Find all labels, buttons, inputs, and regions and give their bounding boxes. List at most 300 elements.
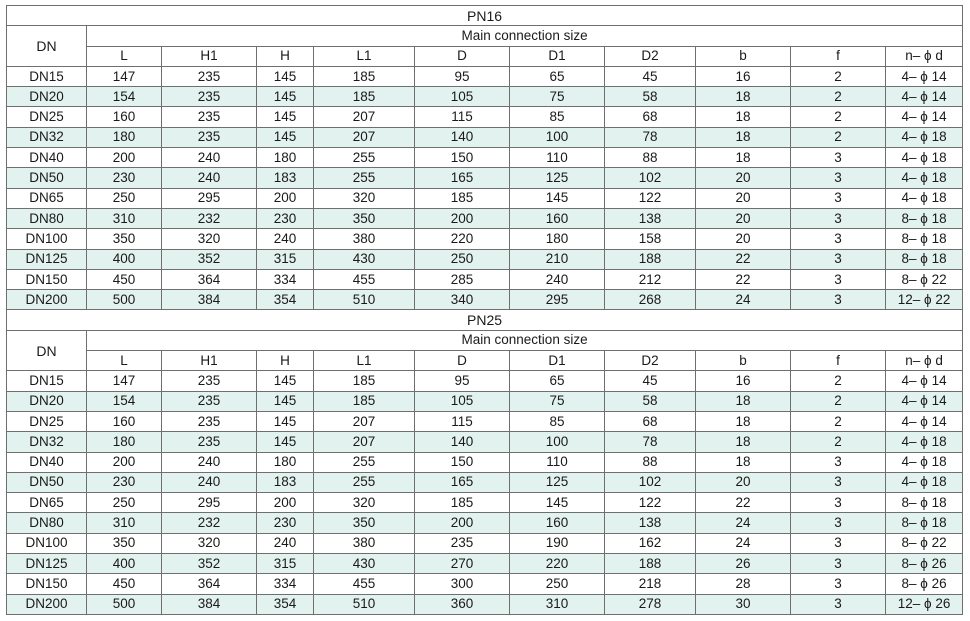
table-cell: 88 [605, 452, 696, 472]
table-cell: 430 [314, 554, 415, 574]
dn-size-cell: DN40 [7, 452, 87, 472]
table-cell: 200 [257, 188, 314, 208]
table-cell: 105 [415, 391, 510, 411]
table-cell: 340 [415, 290, 510, 310]
table-row [7, 452, 963, 472]
table-cell: 78 [605, 432, 696, 452]
table-cell: 110 [510, 452, 605, 472]
table-cell: 352 [162, 249, 257, 269]
table-row [7, 127, 963, 147]
dn-size-cell: DN125 [7, 249, 87, 269]
table-cell: 22 [696, 493, 791, 513]
table-cell: 185 [415, 188, 510, 208]
table-cell: 250 [87, 188, 162, 208]
table-cell: 230 [257, 208, 314, 228]
table-cell: 2 [791, 87, 886, 107]
table-cell: 160 [87, 107, 162, 127]
table-row [7, 371, 963, 391]
table-cell: 250 [510, 574, 605, 594]
table-cell: 102 [605, 168, 696, 188]
section-title-row [7, 310, 963, 330]
table-cell: 4– ϕ 18 [886, 432, 963, 452]
table-cell: 380 [314, 229, 415, 249]
table-cell: 145 [257, 66, 314, 86]
table-cell: 2 [791, 432, 886, 452]
table-cell: 2 [791, 411, 886, 431]
table-cell: 162 [605, 533, 696, 553]
table-cell: 240 [510, 269, 605, 289]
dn-size-cell: DN32 [7, 432, 87, 452]
table-cell: 4– ϕ 14 [886, 391, 963, 411]
table-row [7, 87, 963, 107]
table-cell: 250 [87, 493, 162, 513]
column-header: L [87, 46, 162, 66]
table-cell: 270 [415, 554, 510, 574]
table-cell: 354 [257, 594, 314, 614]
table-row [7, 432, 963, 452]
table-cell: 190 [510, 533, 605, 553]
table-cell: 200 [257, 493, 314, 513]
table-cell: 240 [162, 472, 257, 492]
table-cell: 285 [415, 269, 510, 289]
table-cell: 12– ϕ 22 [886, 290, 963, 310]
dn-size-cell: DN200 [7, 594, 87, 614]
table-cell: 180 [257, 452, 314, 472]
table-cell: 140 [415, 432, 510, 452]
table-cell: 510 [314, 290, 415, 310]
table-cell: 455 [314, 269, 415, 289]
table-cell: 300 [415, 574, 510, 594]
main-connection-size-header: Main connection size [87, 330, 963, 350]
table-cell: 65 [510, 66, 605, 86]
table-row [7, 168, 963, 188]
subheader-row [7, 26, 963, 46]
table-row [7, 269, 963, 289]
dn-size-cell: DN25 [7, 411, 87, 431]
table-row [7, 513, 963, 533]
column-header: D [415, 351, 510, 371]
table-cell: 150 [415, 452, 510, 472]
table-cell: 115 [415, 411, 510, 431]
table-cell: 240 [162, 148, 257, 168]
table-row [7, 148, 963, 168]
table-cell: 18 [696, 148, 791, 168]
table-cell: 350 [314, 513, 415, 533]
table-cell: 218 [605, 574, 696, 594]
table-cell: 360 [415, 594, 510, 614]
table-cell: 380 [314, 533, 415, 553]
table-cell: 160 [510, 208, 605, 228]
table-cell: 138 [605, 208, 696, 228]
table-cell: 200 [87, 452, 162, 472]
table-cell: 88 [605, 148, 696, 168]
table-cell: 400 [87, 249, 162, 269]
table-cell: 3 [791, 168, 886, 188]
column-header: H [257, 46, 314, 66]
table-cell: 240 [257, 533, 314, 553]
table-cell: 230 [87, 168, 162, 188]
dn-size-cell: DN20 [7, 391, 87, 411]
table-cell: 125 [510, 168, 605, 188]
table-cell: 207 [314, 127, 415, 147]
table-cell: 384 [162, 594, 257, 614]
table-cell: 3 [791, 249, 886, 269]
table-cell: 2 [791, 391, 886, 411]
table-cell: 310 [510, 594, 605, 614]
dn-size-cell: DN15 [7, 66, 87, 86]
table-cell: 138 [605, 513, 696, 533]
table-cell: 183 [257, 472, 314, 492]
table-cell: 295 [510, 290, 605, 310]
table-cell: 320 [314, 493, 415, 513]
table-cell: 430 [314, 249, 415, 269]
table-cell: 295 [162, 188, 257, 208]
dn-size-cell: DN100 [7, 229, 87, 249]
table-cell: 22 [696, 249, 791, 269]
column-header: L1 [314, 46, 415, 66]
table-cell: 4– ϕ 14 [886, 66, 963, 86]
table-row [7, 290, 963, 310]
table-cell: 8– ϕ 18 [886, 229, 963, 249]
table-cell: 8– ϕ 26 [886, 554, 963, 574]
table-cell: 122 [605, 188, 696, 208]
dn-size-cell: DN15 [7, 371, 87, 391]
table-cell: 315 [257, 554, 314, 574]
column-header: b [696, 46, 791, 66]
table-cell: 150 [415, 148, 510, 168]
table-cell: 334 [257, 574, 314, 594]
table-cell: 18 [696, 127, 791, 147]
column-header: H1 [162, 351, 257, 371]
table-cell: 4– ϕ 18 [886, 127, 963, 147]
table-cell: 310 [87, 208, 162, 228]
table-cell: 18 [696, 432, 791, 452]
table-cell: 354 [257, 290, 314, 310]
subheader-row [7, 330, 963, 350]
spec-table-container [6, 5, 962, 615]
table-cell: 45 [605, 66, 696, 86]
table-cell: 8– ϕ 18 [886, 493, 963, 513]
table-cell: 315 [257, 249, 314, 269]
column-header: L [87, 351, 162, 371]
table-cell: 3 [791, 188, 886, 208]
table-cell: 185 [314, 87, 415, 107]
dn-size-cell: DN32 [7, 127, 87, 147]
table-cell: 180 [257, 148, 314, 168]
table-cell: 235 [162, 371, 257, 391]
table-cell: 364 [162, 574, 257, 594]
table-cell: 28 [696, 574, 791, 594]
table-cell: 145 [257, 87, 314, 107]
table-cell: 2 [791, 127, 886, 147]
column-header: D2 [605, 351, 696, 371]
table-cell: 85 [510, 107, 605, 127]
column-header: b [696, 351, 791, 371]
table-cell: 3 [791, 513, 886, 533]
column-header-row [7, 351, 963, 371]
table-cell: 235 [162, 66, 257, 86]
table-cell: 22 [696, 269, 791, 289]
table-cell: 8– ϕ 18 [886, 249, 963, 269]
section-title-row [7, 6, 963, 26]
table-cell: 235 [162, 127, 257, 147]
table-row [7, 229, 963, 249]
table-cell: 278 [605, 594, 696, 614]
table-cell: 8– ϕ 18 [886, 513, 963, 533]
table-cell: 160 [87, 411, 162, 431]
table-cell: 250 [415, 249, 510, 269]
table-cell: 75 [510, 87, 605, 107]
table-cell: 310 [87, 513, 162, 533]
table-cell: 210 [510, 249, 605, 269]
column-header: H1 [162, 46, 257, 66]
table-cell: 185 [314, 66, 415, 86]
table-cell: 200 [87, 148, 162, 168]
table-cell: 125 [510, 472, 605, 492]
table-cell: 4– ϕ 14 [886, 107, 963, 127]
table-cell: 145 [257, 371, 314, 391]
table-cell: 200 [415, 513, 510, 533]
dn-size-cell: DN100 [7, 533, 87, 553]
column-header: f [791, 46, 886, 66]
table-cell: 3 [791, 148, 886, 168]
table-cell: 78 [605, 127, 696, 147]
table-cell: 255 [314, 472, 415, 492]
table-cell: 200 [415, 208, 510, 228]
table-cell: 75 [510, 391, 605, 411]
table-row [7, 574, 963, 594]
table-cell: 24 [696, 513, 791, 533]
table-cell: 145 [257, 411, 314, 431]
table-cell: 268 [605, 290, 696, 310]
table-cell: 18 [696, 452, 791, 472]
table-cell: 105 [415, 87, 510, 107]
table-cell: 65 [510, 371, 605, 391]
table-cell: 180 [87, 432, 162, 452]
table-row [7, 533, 963, 553]
table-cell: 158 [605, 229, 696, 249]
table-cell: 188 [605, 249, 696, 269]
table-cell: 30 [696, 594, 791, 614]
dimension-spec-table [6, 5, 963, 615]
dn-size-cell: DN200 [7, 290, 87, 310]
table-cell: 122 [605, 493, 696, 513]
dn-size-cell: DN125 [7, 554, 87, 574]
dn-column-header: DN [7, 26, 87, 67]
table-cell: 95 [415, 66, 510, 86]
table-cell: 2 [791, 371, 886, 391]
table-cell: 24 [696, 533, 791, 553]
table-cell: 165 [415, 168, 510, 188]
table-cell: 180 [510, 229, 605, 249]
table-cell: 232 [162, 513, 257, 533]
table-cell: 455 [314, 574, 415, 594]
table-cell: 510 [314, 594, 415, 614]
table-cell: 8– ϕ 22 [886, 269, 963, 289]
table-cell: 230 [87, 472, 162, 492]
table-cell: 4– ϕ 18 [886, 148, 963, 168]
table-cell: 3 [791, 472, 886, 492]
table-cell: 145 [257, 127, 314, 147]
table-cell: 102 [605, 472, 696, 492]
table-cell: 232 [162, 208, 257, 228]
table-cell: 115 [415, 107, 510, 127]
dn-size-cell: DN40 [7, 148, 87, 168]
table-cell: 334 [257, 269, 314, 289]
column-header: D [415, 46, 510, 66]
table-cell: 207 [314, 107, 415, 127]
table-cell: 145 [510, 493, 605, 513]
dn-size-cell: DN50 [7, 472, 87, 492]
table-cell: 3 [791, 208, 886, 228]
table-cell: 100 [510, 127, 605, 147]
table-cell: 400 [87, 554, 162, 574]
table-cell: 147 [87, 66, 162, 86]
table-cell: 185 [415, 493, 510, 513]
column-header: n– ϕ d [886, 46, 963, 66]
table-row [7, 188, 963, 208]
table-cell: 68 [605, 411, 696, 431]
table-cell: 18 [696, 411, 791, 431]
table-cell: 255 [314, 452, 415, 472]
table-cell: 220 [415, 229, 510, 249]
column-header: H [257, 351, 314, 371]
table-cell: 18 [696, 87, 791, 107]
table-cell: 350 [314, 208, 415, 228]
column-header: L1 [314, 351, 415, 371]
table-cell: 145 [257, 432, 314, 452]
table-row [7, 249, 963, 269]
table-cell: 320 [162, 229, 257, 249]
table-row [7, 391, 963, 411]
table-cell: 18 [696, 107, 791, 127]
table-cell: 235 [162, 87, 257, 107]
table-cell: 95 [415, 371, 510, 391]
table-cell: 500 [87, 594, 162, 614]
table-cell: 3 [791, 574, 886, 594]
table-cell: 255 [314, 148, 415, 168]
table-cell: 4– ϕ 18 [886, 472, 963, 492]
column-header: f [791, 351, 886, 371]
table-cell: 364 [162, 269, 257, 289]
table-cell: 165 [415, 472, 510, 492]
table-cell: 154 [87, 87, 162, 107]
table-cell: 4– ϕ 18 [886, 188, 963, 208]
column-header: D1 [510, 351, 605, 371]
table-cell: 20 [696, 188, 791, 208]
table-cell: 100 [510, 432, 605, 452]
table-cell: 3 [791, 493, 886, 513]
table-cell: 2 [791, 107, 886, 127]
table-cell: 350 [87, 533, 162, 553]
table-cell: 18 [696, 391, 791, 411]
table-cell: 235 [162, 411, 257, 431]
table-cell: 235 [415, 533, 510, 553]
spec-table-body [7, 6, 963, 615]
table-row [7, 554, 963, 574]
table-cell: 58 [605, 87, 696, 107]
table-cell: 240 [162, 452, 257, 472]
table-cell: 58 [605, 391, 696, 411]
table-cell: 500 [87, 290, 162, 310]
main-connection-size-header: Main connection size [87, 26, 963, 46]
table-cell: 145 [257, 107, 314, 127]
table-cell: 295 [162, 493, 257, 513]
section-title: PN25 [7, 310, 963, 330]
table-cell: 154 [87, 391, 162, 411]
table-cell: 20 [696, 168, 791, 188]
table-cell: 16 [696, 371, 791, 391]
table-cell: 183 [257, 168, 314, 188]
table-cell: 240 [257, 229, 314, 249]
table-cell: 3 [791, 533, 886, 553]
table-cell: 68 [605, 107, 696, 127]
table-cell: 8– ϕ 22 [886, 533, 963, 553]
table-cell: 110 [510, 148, 605, 168]
table-cell: 230 [257, 513, 314, 533]
table-row [7, 472, 963, 492]
table-cell: 3 [791, 290, 886, 310]
table-cell: 3 [791, 229, 886, 249]
column-header: D2 [605, 46, 696, 66]
table-cell: 4– ϕ 18 [886, 452, 963, 472]
column-header: D1 [510, 46, 605, 66]
table-cell: 16 [696, 66, 791, 86]
dn-size-cell: DN150 [7, 269, 87, 289]
table-cell: 235 [162, 432, 257, 452]
table-cell: 4– ϕ 14 [886, 87, 963, 107]
table-cell: 320 [314, 188, 415, 208]
table-cell: 207 [314, 432, 415, 452]
dn-size-cell: DN65 [7, 493, 87, 513]
table-cell: 145 [257, 391, 314, 411]
table-cell: 4– ϕ 18 [886, 168, 963, 188]
table-cell: 320 [162, 533, 257, 553]
dn-size-cell: DN80 [7, 208, 87, 228]
table-cell: 220 [510, 554, 605, 574]
table-cell: 4– ϕ 14 [886, 411, 963, 431]
table-cell: 384 [162, 290, 257, 310]
table-cell: 3 [791, 594, 886, 614]
table-cell: 350 [87, 229, 162, 249]
table-cell: 240 [162, 168, 257, 188]
dn-size-cell: DN80 [7, 513, 87, 533]
table-cell: 20 [696, 229, 791, 249]
table-row [7, 208, 963, 228]
table-cell: 8– ϕ 18 [886, 208, 963, 228]
table-cell: 2 [791, 66, 886, 86]
table-row [7, 66, 963, 86]
dn-size-cell: DN20 [7, 87, 87, 107]
table-row [7, 594, 963, 614]
table-cell: 8– ϕ 26 [886, 574, 963, 594]
table-row [7, 493, 963, 513]
table-cell: 207 [314, 411, 415, 431]
table-cell: 85 [510, 411, 605, 431]
table-cell: 3 [791, 452, 886, 472]
table-cell: 45 [605, 371, 696, 391]
dn-size-cell: DN150 [7, 574, 87, 594]
dn-column-header: DN [7, 330, 87, 371]
table-row [7, 107, 963, 127]
table-cell: 20 [696, 208, 791, 228]
table-row [7, 411, 963, 431]
dn-size-cell: DN65 [7, 188, 87, 208]
table-cell: 188 [605, 554, 696, 574]
dn-size-cell: DN50 [7, 168, 87, 188]
table-cell: 180 [87, 127, 162, 147]
table-cell: 235 [162, 107, 257, 127]
